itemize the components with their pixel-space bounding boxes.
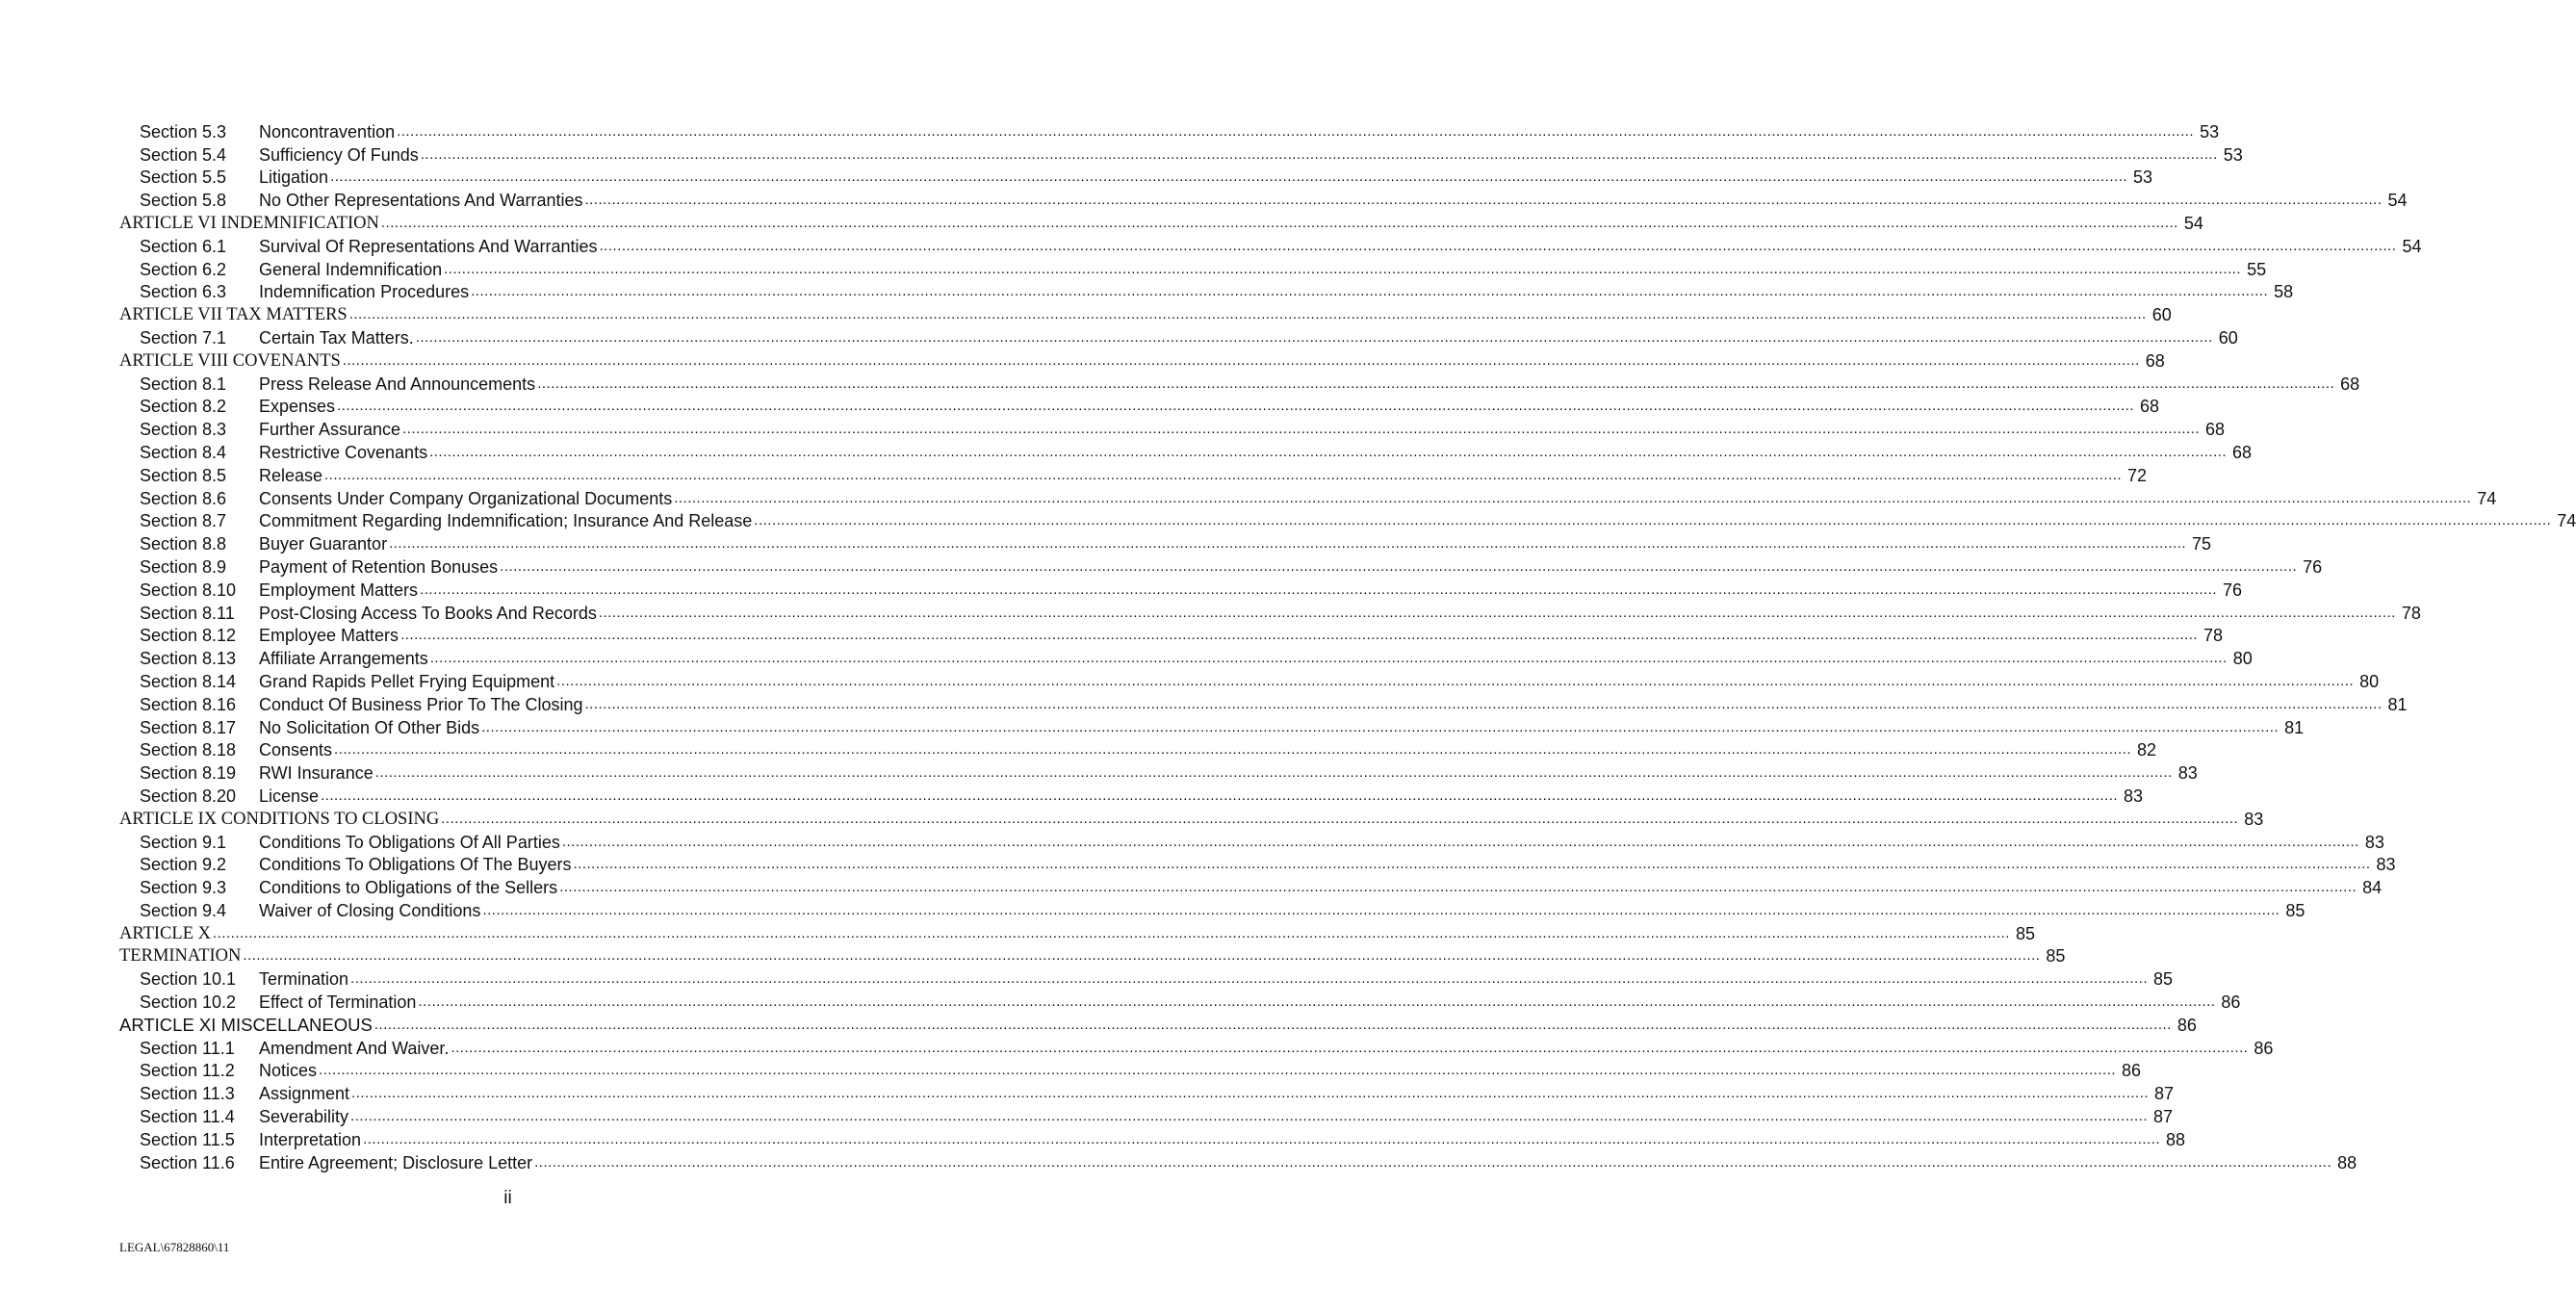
toc-page-number: 85 <box>2046 946 2066 966</box>
toc-section-number: Section 11.5 <box>140 1129 235 1149</box>
toc-article-entry[interactable] <box>119 944 2066 967</box>
toc-section-entry[interactable] <box>119 119 2220 142</box>
toc-entry-title: Conditions To Obligations Of The Buyers <box>259 855 572 875</box>
toc-entry-title: ARTICLE VII TAX MATTERS <box>119 305 348 325</box>
dot-leader: ................................................................................................................................................................................................................................................................................................................................................................................................................ <box>420 145 2218 163</box>
page-number: ii <box>503 1188 512 1208</box>
toc-entry-title: Effect of Termination <box>259 992 417 1013</box>
toc-page-number: 85 <box>2285 900 2306 920</box>
toc-page-number: 81 <box>2387 694 2408 714</box>
toc-page-number: 83 <box>2376 855 2396 875</box>
toc-section-number: Section 6.3 <box>140 282 227 302</box>
toc-entry-title: Waiver of Closing Conditions <box>259 900 481 920</box>
toc-entry-title: Conditions to Obligations of the Sellers <box>259 878 558 898</box>
toc-section-entry[interactable] <box>119 784 2144 807</box>
toc-page-number: 53 <box>2200 121 2220 142</box>
toc-entry-title: No Other Representations And Warranties <box>259 191 583 211</box>
toc-section-number: Section 11.6 <box>140 1152 235 1172</box>
dot-leader: ................................................................................................................................................................................................................................................................................................................................................................................................................ <box>330 168 2128 186</box>
dot-leader: ................................................................................................................................................................................................................................................................................................................................................................................................................ <box>402 421 2201 438</box>
dot-leader: ................................................................................................................................................................................................................................................................................................................................................................................................................ <box>444 260 2242 277</box>
toc-page-number: 80 <box>2232 649 2253 669</box>
toc-page-number: 76 <box>2303 556 2323 577</box>
toc-page-number: 88 <box>2337 1152 2357 1172</box>
toc-page-number: 68 <box>2340 374 2360 394</box>
dot-leader: ................................................................................................................................................................................................................................................................................................................................................................................................................ <box>348 306 2147 323</box>
toc-entry-title: ARTICLE VIII COVENANTS <box>119 350 341 371</box>
toc-page-number: 87 <box>2153 1107 2174 1127</box>
toc-entry-title: Further Assurance <box>259 420 401 440</box>
toc-section-entry[interactable] <box>119 966 2174 990</box>
toc-entry-title: Press Release And Announcements <box>259 374 536 394</box>
toc-section-entry[interactable] <box>119 669 2380 692</box>
dot-leader: ................................................................................................................................................................................................................................................................................................................................................................................................................ <box>212 924 2010 941</box>
toc-article-entry[interactable] <box>119 302 2172 325</box>
toc-entry-title: Entire Agreement; Disclosure Letter <box>259 1152 533 1172</box>
toc-entry-title: License <box>259 786 320 806</box>
toc-page-number: 53 <box>2223 144 2243 165</box>
toc-section-number: Section 5.4 <box>140 144 227 165</box>
toc-entry-title: Certain Tax Matters. <box>259 327 414 348</box>
toc-page-number: 83 <box>2244 809 2264 829</box>
toc-section-number: Section 8.2 <box>140 397 227 417</box>
toc-section-entry[interactable] <box>119 486 2497 509</box>
toc-entry-title: Termination <box>259 969 349 990</box>
dot-leader: ................................................................................................................................................................................................................................................................................................................................................................................................................ <box>537 374 2335 392</box>
toc-section-number: Section 8.12 <box>140 626 237 646</box>
toc-article-entry[interactable] <box>119 211 2203 234</box>
toc-entry-title: Buyer Guarantor <box>259 534 388 554</box>
dot-leader: ................................................................................................................................................................................................................................................................................................................................................................................................................ <box>482 901 2280 918</box>
dot-leader: ................................................................................................................................................................................................................................................................................................................................................................................................................ <box>441 810 2239 827</box>
toc-section-entry[interactable] <box>119 325 2238 348</box>
toc-section-number: Section 8.18 <box>140 740 237 760</box>
toc-page-number: 87 <box>2154 1084 2175 1104</box>
toc-section-number: Section 8.13 <box>140 649 237 669</box>
toc-section-entry[interactable] <box>119 554 2323 578</box>
dot-leader: ................................................................................................................................................................................................................................................................................................................................................................................................................ <box>561 833 2359 850</box>
toc-section-number: Section 8.6 <box>140 488 227 508</box>
toc-page-number: 83 <box>2124 786 2144 806</box>
toc-section-entry[interactable] <box>119 166 2153 189</box>
toc-page-number: 85 <box>2153 969 2174 990</box>
dot-leader: ................................................................................................................................................................................................................................................................................................................................................................................................................ <box>389 535 2187 553</box>
toc-section-number: Section 10.2 <box>140 992 237 1013</box>
dot-leader: ................................................................................................................................................................................................................................................................................................................................................................................................................ <box>598 604 2396 621</box>
toc-entry-title: ARTICLE IX CONDITIONS TO CLOSING <box>119 809 440 829</box>
toc-article-entry[interactable] <box>119 921 2035 944</box>
toc-section-number: Section 8.17 <box>140 717 237 737</box>
toc-page-number: 58 <box>2274 282 2294 302</box>
toc-section-entry[interactable] <box>119 1104 2174 1127</box>
toc-section-entry[interactable] <box>119 531 2212 554</box>
toc-section-entry[interactable] <box>119 1036 2274 1059</box>
toc-entry-title: Litigation <box>259 167 329 188</box>
toc-page-number: 78 <box>2203 626 2224 646</box>
toc-page-number: 82 <box>2137 740 2157 760</box>
toc-section-number: Section 11.1 <box>140 1038 235 1058</box>
toc-section-number: Section 8.7 <box>140 511 227 531</box>
toc-page-number: 86 <box>2254 1038 2274 1058</box>
dot-leader: ................................................................................................................................................................................................................................................................................................................................................................................................................ <box>599 237 2397 254</box>
toc-section-number: Section 8.16 <box>140 694 237 714</box>
toc-section-number: Section 9.4 <box>140 900 227 920</box>
toc-page-number: 75 <box>2192 534 2212 554</box>
toc-section-entry[interactable] <box>119 715 2305 738</box>
toc-section-number: Section 8.3 <box>140 420 227 440</box>
toc-section-entry[interactable] <box>119 624 2224 647</box>
toc-entry-title: Conditions To Obligations Of All Parties <box>259 832 560 852</box>
toc-entry-title: Amendment And Waiver. <box>259 1038 450 1058</box>
toc-section-number: Section 8.1 <box>140 374 227 394</box>
dot-leader: ................................................................................................................................................................................................................................................................................................................................................................................................................ <box>324 466 2123 483</box>
toc-section-entry[interactable] <box>119 440 2253 463</box>
toc-section-number: Section 8.10 <box>140 580 237 600</box>
toc-entry-title: ARTICLE XI MISCELLANEOUS <box>119 1014 373 1035</box>
dot-leader: ................................................................................................................................................................................................................................................................................................................................................................................................................ <box>584 695 2383 712</box>
dot-leader: ................................................................................................................................................................................................................................................................................................................................................................................................................ <box>351 1085 2150 1102</box>
dot-leader: ................................................................................................................................................................................................................................................................................................................................................................................................................ <box>429 650 2228 667</box>
toc-section-entry[interactable] <box>119 395 2160 418</box>
toc-entry-title: Assignment <box>259 1084 350 1104</box>
dot-leader: ................................................................................................................................................................................................................................................................................................................................................................................................................ <box>337 398 2135 415</box>
dot-leader: ................................................................................................................................................................................................................................................................................................................................................................................................................ <box>374 1016 2172 1033</box>
toc-section-number: Section 8.11 <box>140 603 235 623</box>
toc-section-entry[interactable] <box>119 990 2241 1013</box>
toc-section-entry[interactable] <box>119 234 2422 257</box>
toc-section-number: Section 8.20 <box>140 786 237 806</box>
dot-leader: ................................................................................................................................................................................................................................................................................................................................................................................................................ <box>584 192 2383 209</box>
toc-entry-title: Survival Of Representations And Warranties <box>259 236 598 256</box>
toc-section-entry[interactable] <box>119 738 2157 761</box>
dot-leader: ................................................................................................................................................................................................................................................................................................................................................................................................................ <box>415 328 2213 346</box>
toc-entry-title: Grand Rapids Pellet Frying Equipment <box>259 671 555 691</box>
toc-section-number: Section 5.5 <box>140 167 227 188</box>
toc-section-entry[interactable] <box>119 188 2408 211</box>
toc-entry-title: Release <box>259 465 323 485</box>
dot-leader: ................................................................................................................................................................................................................................................................................................................................................................................................................ <box>243 947 2041 965</box>
toc-section-number: Section 10.1 <box>140 969 237 990</box>
toc-section-number: Section 8.4 <box>140 442 227 462</box>
toc-entry-title: General Indemnification <box>259 259 443 279</box>
toc-page-number: 68 <box>2145 350 2165 371</box>
dot-leader: ................................................................................................................................................................................................................................................................................................................................................................................................................ <box>350 1108 2149 1125</box>
dot-leader: ................................................................................................................................................................................................................................................................................................................................................................................................................ <box>534 1153 2332 1171</box>
toc-page-number: 68 <box>2140 397 2160 417</box>
dot-leader: ................................................................................................................................................................................................................................................................................................................................................................................................................ <box>481 718 2280 735</box>
dot-leader: ................................................................................................................................................................................................................................................................................................................................................................................................................ <box>400 627 2199 644</box>
toc-section-entry[interactable] <box>119 646 2253 669</box>
dot-leader: ................................................................................................................................................................................................................................................................................................................................................................................................................ <box>334 741 2132 759</box>
toc-entry-title: Consents Under Company Organizational Documents <box>259 488 673 508</box>
toc-section-entry[interactable] <box>119 509 2576 532</box>
toc-section-entry[interactable] <box>119 142 2243 166</box>
toc-section-entry[interactable] <box>119 280 2294 303</box>
toc-page-number: 74 <box>2557 511 2576 531</box>
toc-entry-title: Employment Matters <box>259 580 419 600</box>
toc-page-number: 76 <box>2223 580 2243 600</box>
toc-article-entry[interactable] <box>119 1013 2197 1036</box>
toc-section-entry[interactable] <box>119 1127 2186 1150</box>
toc-section-number: Section 11.2 <box>140 1061 235 1081</box>
toc-section-entry[interactable] <box>119 257 2267 280</box>
toc-page-number: 85 <box>2015 923 2035 943</box>
dot-leader: ................................................................................................................................................................................................................................................................................................................................................................................................................ <box>556 672 2355 689</box>
dot-leader: ................................................................................................................................................................................................................................................................................................................................................................................................................ <box>350 970 2149 988</box>
toc-page-number: 74 <box>2477 488 2497 508</box>
toc-section-entry[interactable] <box>119 1150 2357 1173</box>
dot-leader: ................................................................................................................................................................................................................................................................................................................................................................................................................ <box>342 351 2140 369</box>
toc-section-entry[interactable] <box>119 372 2360 395</box>
toc-section-number: Section 11.3 <box>140 1084 235 1104</box>
dot-leader: ................................................................................................................................................................................................................................................................................................................................................................................................................ <box>451 1039 2249 1056</box>
toc-section-entry[interactable] <box>119 760 2198 784</box>
toc-page-number: 60 <box>2218 327 2238 348</box>
toc-entry-title: ARTICLE VI INDEMNIFICATION <box>119 213 379 233</box>
toc-entry-title: Notices <box>259 1061 318 1081</box>
toc-section-number: Section 6.2 <box>140 259 227 279</box>
toc-section-number: Section 6.1 <box>140 236 227 256</box>
toc-section-entry[interactable] <box>119 830 2384 853</box>
dot-leader: ................................................................................................................................................................................................................................................................................................................................................................................................................ <box>380 214 2178 231</box>
toc-entry-title: Employee Matters <box>259 626 399 646</box>
toc-page-number: 86 <box>2221 992 2241 1013</box>
toc-section-number: Section 8.14 <box>140 671 237 691</box>
toc-section-entry[interactable] <box>119 853 2396 876</box>
toc-section-number: Section 5.8 <box>140 191 227 211</box>
toc-section-entry[interactable] <box>119 578 2243 601</box>
toc-page-number: 86 <box>2122 1061 2142 1081</box>
toc-entry-title: Affiliate Arrangements <box>259 649 428 669</box>
dot-leader: ................................................................................................................................................................................................................................................................................................................................................................................................................ <box>429 443 2228 460</box>
dot-leader: ................................................................................................................................................................................................................................................................................................................................................................................................................ <box>500 557 2298 575</box>
toc-section-number: Section 9.2 <box>140 855 227 875</box>
toc-entry-title: Indemnification Procedures <box>259 282 470 302</box>
toc-entry-title: Noncontravention <box>259 121 396 142</box>
toc-section-entry[interactable] <box>119 898 2306 921</box>
toc-section-number: Section 9.3 <box>140 878 227 898</box>
toc-page-number: 68 <box>2205 420 2226 440</box>
toc-page-number: 54 <box>2387 191 2408 211</box>
toc-page-number: 60 <box>2151 305 2172 325</box>
toc-page-number: 81 <box>2284 717 2305 737</box>
toc-section-entry[interactable] <box>119 1059 2142 1082</box>
dot-leader: ................................................................................................................................................................................................................................................................................................................................................................................................................ <box>420 580 2218 598</box>
dot-leader: ................................................................................................................................................................................................................................................................................................................................................................................................................ <box>363 1130 2161 1147</box>
document-id: LEGAL\67828860\11 <box>119 1240 230 1254</box>
toc-entry-title: Commitment Regarding Indemnification; Insurance And Release <box>259 511 753 531</box>
toc-entry-title: Sufficiency Of Funds <box>259 144 419 165</box>
toc-section-entry[interactable] <box>119 692 2408 715</box>
toc-section-number: Section 7.1 <box>140 327 227 348</box>
toc-entry-title: No Solicitation Of Other Bids <box>259 717 480 737</box>
toc-article-entry[interactable] <box>119 807 2264 830</box>
toc-page-number: 84 <box>2362 878 2383 898</box>
toc-page-number: 54 <box>2402 236 2422 256</box>
toc-page-number: 78 <box>2401 603 2421 623</box>
toc-page-number: 54 <box>2183 213 2203 233</box>
toc-section-number: Section 8.8 <box>140 534 227 554</box>
toc-section-entry[interactable] <box>119 1081 2175 1104</box>
toc-section-entry[interactable] <box>119 463 2148 486</box>
toc-section-entry[interactable] <box>119 601 2421 624</box>
table-of-contents <box>119 119 2576 1173</box>
toc-entry-title: Severability <box>259 1107 349 1127</box>
toc-entry-title: Restrictive Covenants <box>259 442 428 462</box>
toc-entry-title: ARTICLE X <box>119 923 211 943</box>
dot-leader: ................................................................................................................................................................................................................................................................................................................................................................................................................ <box>471 283 2269 300</box>
toc-page-number: 72 <box>2127 465 2148 485</box>
dot-leader: ................................................................................................................................................................................................................................................................................................................................................................................................................ <box>374 764 2173 782</box>
dot-leader: ................................................................................................................................................................................................................................................................................................................................................................................................................ <box>397 122 2195 140</box>
toc-page-number: 86 <box>2177 1015 2197 1035</box>
toc-entry-title: Payment of Retention Bonuses <box>259 556 499 577</box>
toc-page-number: 83 <box>2364 832 2384 852</box>
toc-page-number: 80 <box>2359 671 2380 691</box>
toc-section-entry[interactable] <box>119 875 2383 898</box>
toc-section-number: Section 8.5 <box>140 465 227 485</box>
dot-leader: ................................................................................................................................................................................................................................................................................................................................................................................................................ <box>573 856 2371 873</box>
dot-leader: ................................................................................................................................................................................................................................................................................................................................................................................................................ <box>321 786 2119 804</box>
toc-section-number: Section 5.3 <box>140 121 227 142</box>
toc-section-entry[interactable] <box>119 417 2226 440</box>
dot-leader: ................................................................................................................................................................................................................................................................................................................................................................................................................ <box>319 1062 2117 1079</box>
dot-leader: ................................................................................................................................................................................................................................................................................................................................................................................................................ <box>674 489 2472 506</box>
toc-page-number: 68 <box>2232 442 2253 462</box>
dot-leader: ................................................................................................................................................................................................................................................................................................................................................................................................................ <box>754 512 2552 529</box>
toc-entry-title: TERMINATION <box>119 946 242 966</box>
toc-section-number: Section 9.1 <box>140 832 227 852</box>
toc-entry-title: Conduct Of Business Prior To The Closing <box>259 694 583 714</box>
toc-section-number: Section 8.9 <box>140 556 227 577</box>
toc-article-entry[interactable] <box>119 348 2165 372</box>
toc-entry-title: Interpretation <box>259 1129 362 1149</box>
toc-section-number: Section 11.4 <box>140 1107 235 1127</box>
toc-page-number: 55 <box>2247 259 2267 279</box>
toc-entry-title: Consents <box>259 740 333 760</box>
toc-page-number: 53 <box>2133 167 2153 188</box>
dot-leader: ................................................................................................................................................................................................................................................................................................................................................................................................................ <box>559 879 2357 896</box>
toc-entry-title: Expenses <box>259 397 336 417</box>
dot-leader: ................................................................................................................................................................................................................................................................................................................................................................................................................ <box>418 993 2216 1011</box>
toc-page-number: 88 <box>2166 1129 2186 1149</box>
toc-section-number: Section 8.19 <box>140 763 237 784</box>
toc-entry-title: Post-Closing Access To Books And Records <box>259 603 597 623</box>
toc-entry-title: RWI Insurance <box>259 763 374 784</box>
toc-page-number: 83 <box>2177 763 2198 784</box>
